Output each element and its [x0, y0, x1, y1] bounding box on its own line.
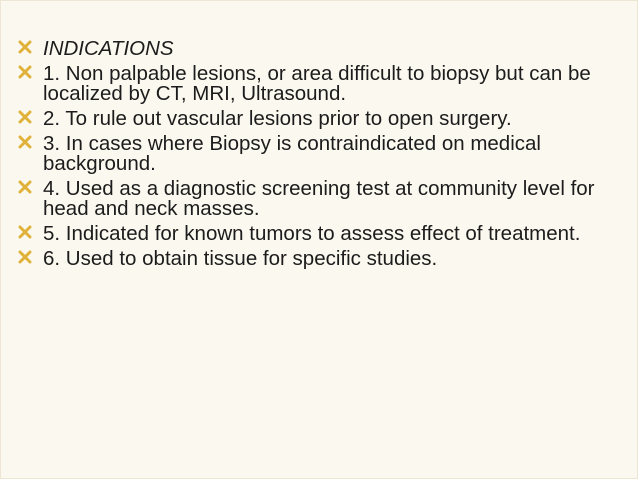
bullet-heading — [1, 39, 638, 59]
bullet-text: 1. Non palpable lesions, or area difficult to biopsy but can be localized by CT, MRI, Ultrasound. — [43, 62, 591, 105]
bullet-text: 5. Indicated for known tumors to assess effect of treatment. — [43, 222, 581, 245]
x-mark-icon — [18, 135, 32, 149]
x-mark-icon — [18, 40, 32, 54]
x-mark-icon — [18, 225, 32, 239]
bullet-item — [1, 224, 638, 244]
bullet-list — [1, 39, 638, 274]
x-mark-icon — [18, 110, 32, 124]
x-mark-icon — [18, 250, 32, 264]
bullet-item — [1, 249, 638, 269]
bullet-text: 3. In cases where Biopsy is contraindicated on medical background. — [43, 132, 541, 175]
bullet-text: 4. Used as a diagnostic screening test at community level for head and neck masses. — [43, 177, 595, 220]
slide-heading: INDICATIONS — [43, 37, 174, 60]
x-mark-icon — [18, 65, 32, 79]
bullet-item — [1, 179, 638, 219]
bullet-text: 2. To rule out vascular lesions prior to open surgery. — [43, 107, 512, 130]
bullet-item — [1, 64, 638, 104]
x-mark-icon — [18, 180, 32, 194]
bullet-item — [1, 109, 638, 129]
bullet-text: 6. Used to obtain tissue for specific studies. — [43, 247, 438, 270]
bullet-item — [1, 134, 638, 174]
